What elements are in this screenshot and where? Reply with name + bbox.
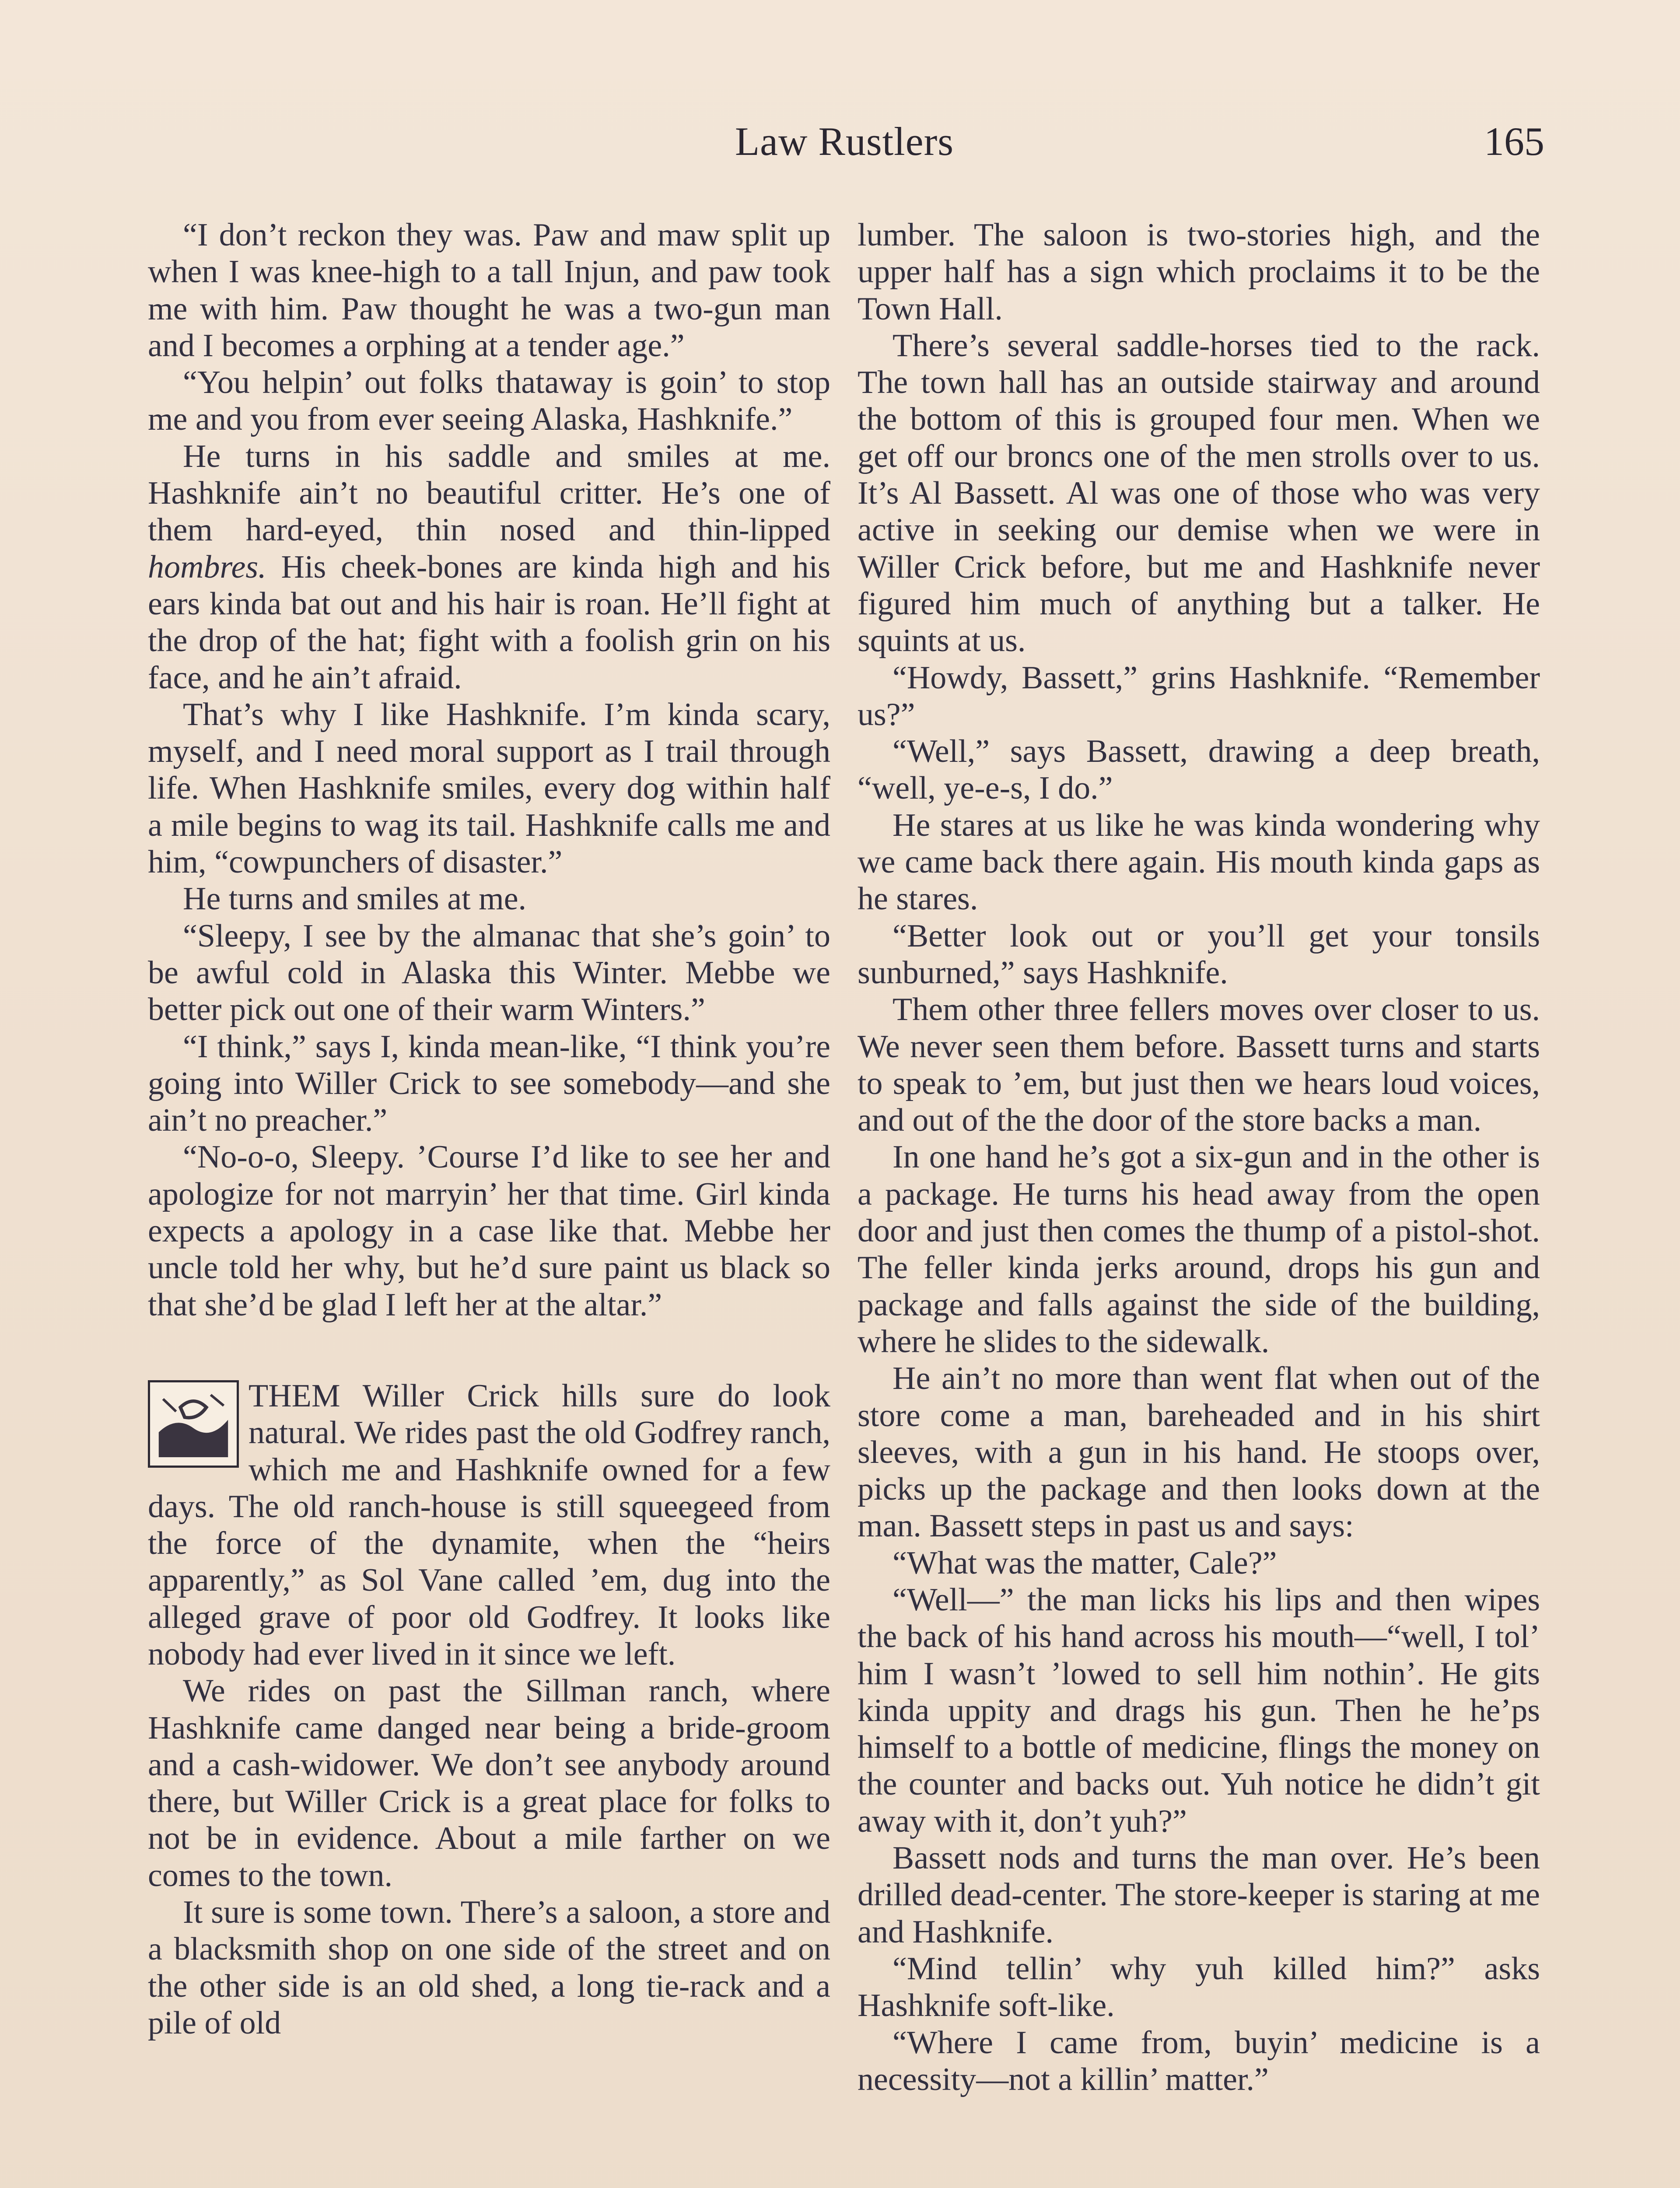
paragraph: He stares at us like he was kinda wondering why we came back there again. His mouth kinda gaps as he stares. [858, 807, 1540, 917]
right-column [858, 217, 1540, 2098]
paragraph: He ain’t no more than went flat when out of the store come a man, bareheaded and in his shirt sleeves, with a gun in his hand. He stoops over, picks up the package and then looks down at the man. Bassett steps in past us and says: [858, 1360, 1540, 1544]
paragraph: “Sleepy, I see by the almanac that she’s goin’ to be awful cold in Alaska this Winter. Mebbe we better pick out one of their warm Winters.” [148, 918, 830, 1028]
paragraph: “What was the matter, Cale?” [892, 1545, 1277, 1581]
paragraph: “I don’t reckon they was. Paw and maw split up when I was knee-high to a tall Injun, and paw took me with him. Paw thought he was a two-gun man and I becomes a orphing at a tender age.” [148, 217, 830, 364]
paragraph-text: His cheek-bones are kinda high and his ears kinda bat out and his hair is roan. He’ll fight at the drop of the hat; fight with a foolish grin on his face, and he ain’t afraid. [148, 549, 830, 696]
paragraph: “Mind tellin’ why yuh killed him?” asks Hashknife soft-like. [858, 1950, 1540, 2024]
decorative-dropcap-icon [148, 1380, 239, 1468]
paragraph [148, 438, 830, 696]
paragraph: “You helpin’ out folks thataway is goin’ to stop me and you from ever seeing Alaska, Hashknife.” [148, 365, 830, 438]
paragraph: Them other three fellers moves over closer to us. We never seen them before. Bassett turns and starts to speak to ’em, but just then we hears loud voices, and out of the the door of the store backs a man. [858, 992, 1540, 1139]
paragraph: THEM Willer Crick hills sure do look natural. We rides past the old Godfrey ranch, which me and Hashknife owned for a few days. The old ranch-house is still squeegeed from the force of the dynamite, when the “heirs apparently,” as Sol Vane called ’em, dug into the alleged grave of poor old Godfrey. It looks like nobody had ever lived in it since we left. [148, 1378, 830, 1672]
paragraph: We rides on past the Sillman ranch, where Hashknife came danged near being a bride-groom and a cash-widower. We don’t see anybody around there, but Willer Crick is a great place for folks to not be in evidence. About a mile farther on we comes to the town. [148, 1673, 830, 1893]
paragraph: It sure is some town. There’s a saloon, a store and a blacksmith shop on one side of the street and on the other side is an old shed, a long tie-rack and a pile of old [148, 1894, 830, 2041]
running-title: Law Rustlers [735, 119, 954, 164]
paragraph: “Well,” says Bassett, drawing a deep breath, “well, ye-e-s, I do.” [858, 733, 1540, 806]
running-header [144, 118, 1544, 184]
left-column [148, 217, 830, 2041]
paragraph: In one hand he’s got a six-gun and in the other is a package. He turns his head away from the open door and just then comes the thump of a pistol-shot. The feller kinda jerks around, drops his gun and package and falls against the side of the building, where he slides to the sidewalk. [858, 1139, 1540, 1360]
paragraph: “No-o-o, Sleepy. ’Course I’d like to see her and apologize for not marryin’ her that time. Girl kinda expects a apology in a case like that. Mebbe her uncle told her why, but he’d sure paint us black so that she’d be glad I left her at the altar.” [148, 1139, 830, 1323]
paragraph: “Well—” the man licks his lips and then wipes the back of his hand across his mouth—“well, I tol’ him I wasn’t ’lowed to sell him nothin’. He gits kinda uppity and drags his gun. Then he he’ps himself to a bottle of medicine, flings the money on the counter and backs out. Yuh notice he didn’t git away with it, don’t yuh?” [858, 1581, 1540, 1839]
paragraph: “Where I came from, buyin’ medicine is a necessity—not a killin’ matter.” [858, 2024, 1540, 2097]
paragraph: He turns and smiles at me. [183, 881, 527, 917]
paragraph: “Howdy, Bassett,” grins Hashknife. “Remember us?” [858, 659, 1540, 733]
paragraph: There’s several saddle-horses tied to the rack. The town hall has an outside stairway and around the bottom of this is grouped four men. When we get off our broncs one of the men strolls over to us. It’s Al Bassett. Al was one of those who was very active in seeking our demise when we were in Willer Crick before, but me and Hashknife never figured him much of anything but a talker. He squints at us. [858, 327, 1540, 659]
paragraph: Bassett nods and turns the man over. He’s been drilled dead-center. The store-keeper is staring at me and Hashknife. [858, 1840, 1540, 1950]
paragraph: lumber. The saloon is two-stories high, and the upper half has a sign which proclaims it to be the Town Hall. [858, 217, 1540, 327]
paragraph: “I think,” says I, kinda mean-like, “I think you’re going into Willer Crick to see somebody—and she ain’t no preacher.” [148, 1028, 830, 1139]
page-number: 165 [1484, 119, 1544, 164]
paragraph-text: He turns in his saddle and smiles at me. Hashknife ain’t no beautiful critter. He’s one of them hard-eyed, thin nosed and thin-lipped [148, 438, 830, 548]
paragraph: That’s why I like Hashknife. I’m kinda scary, myself, and I need moral support as I trail through life. When Hashknife smiles, every dog within half a mile begins to wag its tail. Hashknife calls me and him, “cowpunchers of disaster.” [148, 696, 830, 880]
italic-word: hombres. [148, 549, 266, 585]
paragraph: “Better look out or you’ll get your tonsils sunburned,” says Hashknife. [858, 918, 1540, 991]
section-opening [148, 1378, 830, 1673]
